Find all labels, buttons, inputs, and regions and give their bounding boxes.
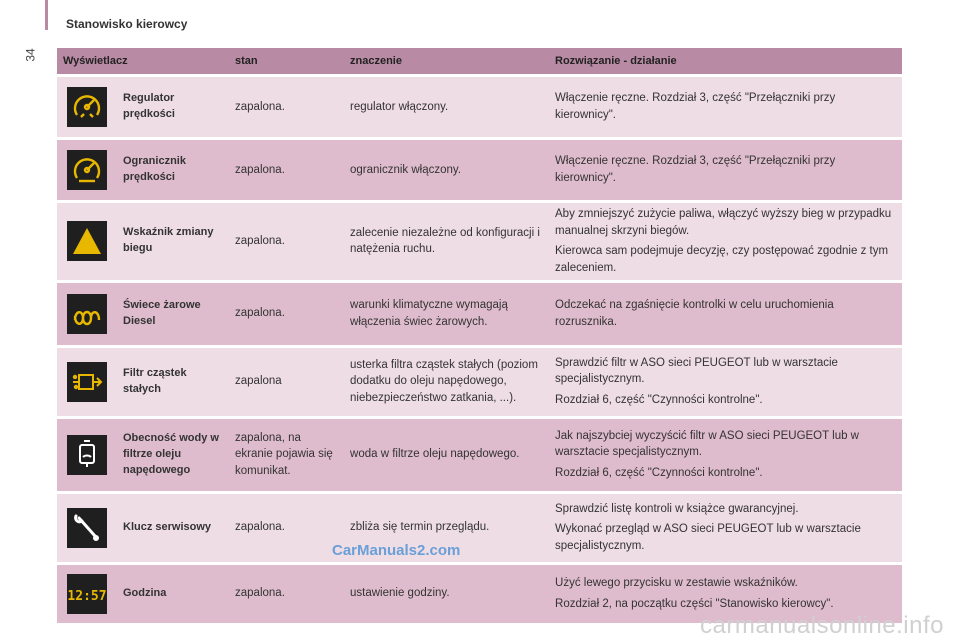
light-state: zapalona, na ekranie pojawia się komunikat.: [229, 419, 344, 491]
light-name: Świece żarowe Diesel: [117, 283, 229, 345]
header-state: stan: [229, 48, 344, 74]
light-solution: [549, 348, 902, 416]
solution-text: Jak najszybciej wyczyścić filtr w ASO sieci PEUGEOT lub w warsztacie specjalistycznym.: [555, 429, 859, 459]
solution-text: Sprawdzić listę kontroli w książce gwarancyjnej.: [555, 502, 799, 515]
light-state: zapalona.: [229, 494, 344, 562]
light-meaning: zbliża się termin przeglądu.: [344, 494, 549, 562]
water-in-fuel-filter-icon: [67, 435, 107, 475]
page-number: 34: [23, 48, 38, 62]
light-solution: [549, 203, 902, 280]
header-display: Wyświetlacz: [57, 48, 229, 74]
light-state: zapalona: [229, 348, 344, 416]
header-solution: Rozwiązanie - działanie: [549, 48, 902, 74]
table-row: [57, 77, 902, 137]
light-meaning: regulator włączony.: [344, 77, 549, 137]
icon-cell: [57, 77, 117, 137]
watermark-center[interactable]: CarManuals2.com: [332, 542, 461, 559]
warning-lights-table: [57, 45, 902, 626]
light-state: zapalona.: [229, 203, 344, 280]
speedometer-limiter-icon: [67, 150, 107, 190]
clock-display-icon: [67, 574, 107, 614]
light-name: Obecność wody w filtrze oleju napędowego: [117, 419, 229, 491]
table-row: [57, 140, 902, 200]
light-solution: [549, 494, 902, 562]
light-solution: [549, 140, 902, 200]
icon-cell: [57, 140, 117, 200]
particle-filter-icon: [67, 362, 107, 402]
icon-cell: [57, 203, 117, 280]
light-meaning: warunki klimatyczne wymagają włączenia świec żarowych.: [344, 283, 549, 345]
table-row: [57, 494, 902, 562]
warning-triangle-icon: [67, 221, 107, 261]
page-title: Stanowisko kierowcy: [66, 17, 188, 31]
light-name: Klucz serwisowy: [117, 494, 229, 562]
light-name: Filtr cząstek stałych: [117, 348, 229, 416]
speedometer-regulator-icon: [67, 87, 107, 127]
icon-cell: [57, 283, 117, 345]
table-header-row: [57, 48, 902, 74]
light-name: Wskaźnik zmiany biegu: [117, 203, 229, 280]
solution-text: Włączenie ręczne. Rozdział 3, część "Przełączniki przy kierownicy".: [555, 92, 836, 121]
table-row: [57, 348, 902, 416]
light-meaning: woda w filtrze oleju napędowego.: [344, 419, 549, 491]
table-row: [57, 283, 902, 345]
edge-bar: [45, 0, 48, 30]
solution-text: Wykonać przegląd w ASO sieci PEUGEOT lub w warsztacie specjalistycznym.: [555, 523, 861, 553]
light-solution: [549, 77, 902, 137]
light-meaning: ogranicznik włączony.: [344, 140, 549, 200]
light-name: Ogranicznik prędkości: [117, 140, 229, 200]
light-state: zapalona.: [229, 140, 344, 200]
glow-plug-icon: [67, 294, 107, 334]
icon-cell: [57, 565, 117, 623]
icon-cell: [57, 419, 117, 491]
watermark-bottom-right: carmanualsonline.info: [700, 612, 944, 639]
header-meaning: znaczenie: [344, 48, 549, 74]
icon-cell: [57, 494, 117, 562]
solution-text: Rozdział 6, część "Czynności kontrolne".: [555, 467, 763, 480]
table-row: [57, 203, 902, 280]
light-meaning: ustawienie godziny.: [344, 565, 549, 623]
solution-text: Aby zmniejszyć zużycie paliwa, włączyć wyższy bieg w przypadku manualnej skrzyni biegów.: [555, 208, 892, 237]
light-name: Godzina: [117, 565, 229, 623]
solution-text: Włączenie ręczne. Rozdział 3, część "Przełączniki przy kierownicy".: [555, 155, 836, 184]
solution-text: Odczekać na zgaśnięcie kontrolki w celu uruchomienia rozrusznika.: [555, 299, 834, 328]
solution-text: Rozdział 2, na początku części "Stanowisko kierowcy".: [555, 597, 834, 610]
solution-text: Sprawdzić filtr w ASO sieci PEUGEOT lub w warsztacie specjalistycznym.: [555, 356, 838, 386]
solution-text: Użyć lewego przycisku w zestawie wskaźników.: [555, 577, 798, 590]
light-solution: [549, 419, 902, 491]
wrench-icon: [67, 508, 107, 548]
light-meaning: usterka filtra cząstek stałych (poziom dodatku do oleju napędowego, niebezpieczeństwo zatkania, ...).: [344, 348, 549, 416]
light-state: zapalona.: [229, 283, 344, 345]
icon-cell: [57, 348, 117, 416]
solution-text: Kierowca sam podejmuje decyzję, czy postępować zgodnie z tym zaleceniem.: [555, 245, 889, 275]
solution-text: Rozdział 6, część "Czynności kontrolne".: [555, 394, 763, 407]
light-meaning: zalecenie niezależne od konfiguracji i natężenia ruchu.: [344, 203, 549, 280]
light-solution: [549, 283, 902, 345]
light-state: zapalona.: [229, 565, 344, 623]
light-name: Regulator prędkości: [117, 77, 229, 137]
table-row: [57, 419, 902, 491]
light-state: zapalona.: [229, 77, 344, 137]
svg-text:12:57: 12:57: [67, 588, 107, 604]
